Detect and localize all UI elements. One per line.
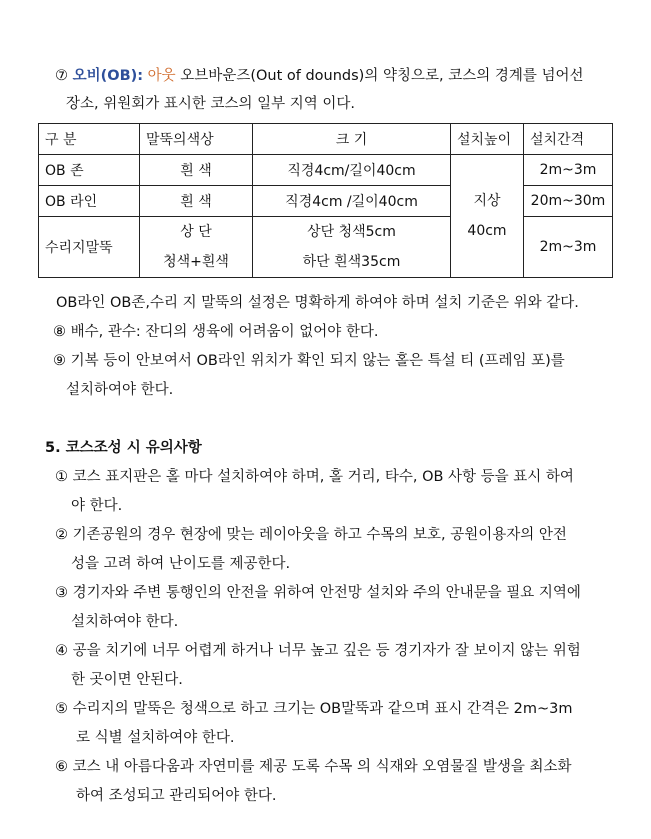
item7-line1	[55, 66, 583, 86]
table-row	[39, 155, 613, 186]
s5-item1-line1: ① 코스 표지판은 홀 마다 설치하여야 하며, 홀 거리, 타수, OB 사항 등을 표시 하여	[55, 469, 574, 485]
item7-marker: ⑦	[55, 68, 68, 84]
s5-item3-line1: ③ 경기자와 주변 통행인의 안전을 위하여 안전망 설치와 주의 안내문을 필요 지역에	[55, 585, 581, 601]
size-bottom: 하단 흰색35cm	[302, 254, 401, 270]
s5-item2-line1: ② 기존공원의 경우 현장에 맞는 레이아웃을 하고 수목의 보호, 공원이용자의 안전	[55, 527, 567, 543]
table-header-row	[39, 124, 613, 155]
row-size	[253, 217, 451, 278]
section5-title: 5. 코스조성 시 유의사항	[45, 440, 202, 456]
item8: ⑧ 배수, 관수: 잔디의 생육에 어려움이 없어야 한다.	[53, 324, 379, 340]
row-name: OB 라인	[39, 186, 140, 217]
table-row	[39, 186, 613, 217]
row-name: OB 존	[39, 155, 140, 186]
row-color: 흰 색	[140, 155, 253, 186]
ob-paragraph: OB라인 OB존,수리 지 말뚝의 설정은 명확하게 하여야 하며 설치 기준은 위와 같다.	[56, 295, 579, 311]
header-category: 구 분	[39, 124, 140, 155]
row-interval: 2m~3m	[524, 217, 613, 278]
color-top: 상 단	[180, 224, 212, 240]
item9-line2: 설치하여야 한다.	[66, 382, 174, 398]
s5-item1-line2: 야 한다.	[71, 498, 123, 514]
height-bottom: 40cm	[467, 223, 507, 239]
row-size: 직경4cm/길이40cm	[253, 155, 451, 186]
height-top: 지상	[473, 193, 501, 209]
row-interval: 20m~30m	[524, 186, 613, 217]
s5-item2-line2: 성을 고려 하여 난이도를 제공한다.	[71, 556, 291, 572]
s5-item3-line2: 설치하여야 한다.	[71, 614, 179, 630]
s5-item5-line1: ⑤ 수리지의 말뚝은 청색으로 하고 크기는 OB말뚝과 같으며 표시 간격은 2m~3m	[55, 701, 573, 717]
item7-line2: 장소, 위원회가 표시한 코스의 일부 지역 이다.	[66, 96, 355, 112]
row-name: 수리지말뚝	[39, 217, 140, 278]
s5-item4-line1: ④ 공을 치기에 너무 어렵게 하거나 너무 높고 깊은 등 경기자가 잘 보이지 않는 위험	[55, 643, 581, 659]
header-height: 설치높이	[451, 124, 524, 155]
ob-table	[38, 123, 613, 278]
row-size: 직경4cm /길이40cm	[253, 186, 451, 217]
s5-item4-line2: 한 곳이면 안된다.	[71, 672, 183, 688]
s5-item6-line1: ⑥ 코스 내 아름다움과 자연미를 제공 도록 수목 의 식재와 오염물질 발생을 최소화	[55, 759, 572, 775]
row-color	[140, 217, 253, 278]
header-interval: 설치간격	[524, 124, 613, 155]
s5-item6-line2: 하여 조성되고 관리되어야 한다.	[76, 788, 277, 804]
item7-title: 오비(OB):	[72, 68, 144, 84]
row-height	[451, 155, 524, 278]
header-color: 말뚝의색상	[140, 124, 253, 155]
s5-item5-line2: 로 식별 설치하여야 한다.	[76, 730, 235, 746]
item7-rest: 오브바운즈(Out of dounds)의 약칭으로, 코스의 경계를 넘어선	[180, 68, 584, 84]
header-size: 크 기	[253, 124, 451, 155]
row-interval: 2m~3m	[524, 155, 613, 186]
color-bottom: 청색+흰색	[163, 254, 229, 270]
item9-line1: ⑨ 기복 등이 안보여서 OB라인 위치가 확인 되지 않는 홀은 특설 티 (프레임 포)를	[53, 353, 565, 369]
table-row	[39, 217, 613, 278]
item7-accent: 아웃	[147, 68, 176, 84]
size-top: 상단 청색5cm	[307, 224, 396, 240]
row-color: 흰 색	[140, 186, 253, 217]
